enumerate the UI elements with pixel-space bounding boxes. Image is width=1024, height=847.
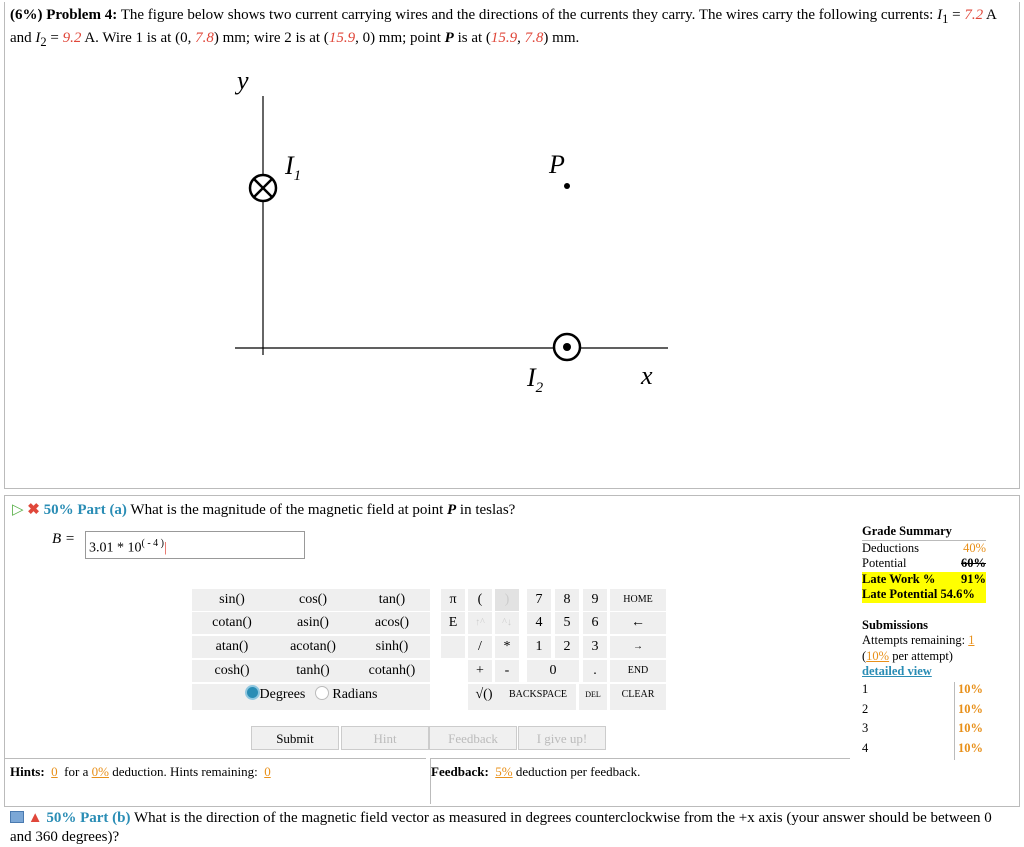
per-attempt: (10% per attempt) [862,648,953,663]
late-potential: Late Potential 54.6% [862,587,986,603]
calc-multiply[interactable]: * [495,636,519,658]
calc-close-paren[interactable]: ) [495,589,519,611]
calc-asin[interactable]: asin() [272,612,354,634]
calc-e[interactable]: E [441,612,465,634]
calc-0[interactable]: 0 [527,660,579,682]
hints-divider [4,758,426,759]
calc-4[interactable]: 4 [527,612,551,634]
hint-button[interactable]: Hint [341,726,429,750]
x-axis-label: x [641,361,653,390]
calc-cos[interactable]: cos() [272,589,354,611]
i1-label: $I_1$ [285,151,302,185]
feedback-button[interactable]: Feedback [429,726,517,750]
part-b-title: ▲ 50% Part (b) What is the direction of the magnetic field vector as measured in degrees counterclockwise from the +x axis (your answer should be between 0 and 360 degrees)? [10,810,992,845]
calc-1[interactable]: 1 [527,636,551,658]
calc-acotan[interactable]: acotan() [272,636,354,658]
calc-dot[interactable]: . [583,660,607,682]
calc-clear[interactable]: CLEAR [610,684,666,710]
feedback-info: Feedback: 5% deduction per feedback. [431,764,641,779]
calc-sqrt[interactable]: √() [468,684,500,710]
calc-cosh[interactable]: cosh() [192,660,272,682]
calc-sin[interactable]: sin() [192,589,272,611]
i2-label: $I_2$ [527,363,544,397]
calc-sinh[interactable]: sinh() [354,636,430,658]
calc-8[interactable]: 8 [555,589,579,611]
calc-9[interactable]: 9 [583,589,607,611]
submissions-title: Submissions [862,617,929,632]
calc-tan[interactable]: tan() [354,589,430,611]
potential-value: 60% [961,556,986,570]
calc-acos[interactable]: acos() [354,612,430,634]
calc-cotan[interactable]: cotan() [192,612,272,634]
problem-statement: (6%) Problem 4: The figure below shows two current carrying wires and the directions of the currents they carry. The wires carry the following currents: $I_1 = 7.2$ A and $I_2 = 9.2$ A. Wire 1 is at (0, 7.8) mm; wire 2 is at (15.9, 0) mm; point P is at (15.9, 7.8) mm. [10,7,996,49]
submissions-list [862,682,986,760]
y-axis-label: y [237,66,249,95]
submit-button[interactable]: Submit [251,726,339,750]
incorrect-icon: ✖ [27,502,40,518]
calc-backspace[interactable]: BACKSPACE [500,684,576,710]
deductions-value: 40% [963,540,986,555]
degrees-label: Degrees [259,687,306,702]
warning-icon: ▲ [27,810,43,826]
calc-pi[interactable]: π [441,589,465,611]
wire-2-out-of-page-symbol [554,334,580,360]
attempts-remaining: Attempts remaining: 1 [862,633,975,647]
radians-label: Radians [332,687,378,702]
late-work-value: 91% [961,571,986,586]
calc-blank [441,636,465,658]
answer-input[interactable]: $3.01 * 10^{( - 4 )}|$ [85,531,305,559]
calc-left-arrow[interactable]: ← [610,612,666,634]
calc-cotanh[interactable]: cotanh() [354,660,430,682]
give-up-button[interactable]: I give up! [518,726,606,750]
part-a-title: ▷ ✖ 50% Part (a) What is the magnitude of the magnetic field at point P in teslas? [12,502,516,518]
point-p-label: P [549,150,565,179]
calc-3[interactable]: 3 [583,636,607,658]
submission-row: 1 10% [862,682,986,702]
grade-summary: Grade Summary Deductions 40% Potential 60% Late Work % 91% Late Potential 54.6% Submissions Attempts remaining: 1 (10% per attempt) detailed view [862,524,986,678]
calc-right-arrow[interactable]: → [610,636,666,658]
calc-atan[interactable]: atan() [192,636,272,658]
collapse-icon[interactable] [10,811,24,823]
angle-mode-selector [192,684,430,710]
calc-6[interactable]: 6 [583,612,607,634]
calc-down-arrow[interactable]: ^↓ [495,612,519,634]
calc-minus[interactable]: - [495,660,519,682]
submission-row: 2 10% [862,702,986,722]
wire-1-into-page-symbol [250,175,276,201]
calc-home[interactable]: HOME [610,589,666,611]
radians-radio[interactable] [315,686,329,700]
point-p-dot [564,183,570,189]
feedback-divider [430,758,850,759]
calc-divide[interactable]: / [468,636,492,658]
calc-up-arrow[interactable]: ↑^ [468,612,492,634]
calc-5[interactable]: 5 [555,612,579,634]
degrees-radio[interactable] [245,685,260,700]
calc-del[interactable]: DEL [579,684,607,710]
calc-7[interactable]: 7 [527,589,551,611]
submission-row: 4 10% [862,741,986,761]
calc-open-paren[interactable]: ( [468,589,492,611]
grade-summary-title: Grade Summary [862,524,986,541]
calc-end[interactable]: END [610,660,666,682]
detailed-view-link[interactable]: detailed view [862,664,932,678]
hints-info: Hints: 0 for a 0% deduction. Hints remaining: 0 [10,764,271,779]
expand-arrow-icon[interactable]: ▷ [12,502,24,518]
calc-plus[interactable]: + [468,660,492,682]
answer-label: B = [52,531,76,547]
submission-row: 3 10% [862,721,986,741]
calc-tanh[interactable]: tanh() [272,660,354,682]
calc-2[interactable]: 2 [555,636,579,658]
